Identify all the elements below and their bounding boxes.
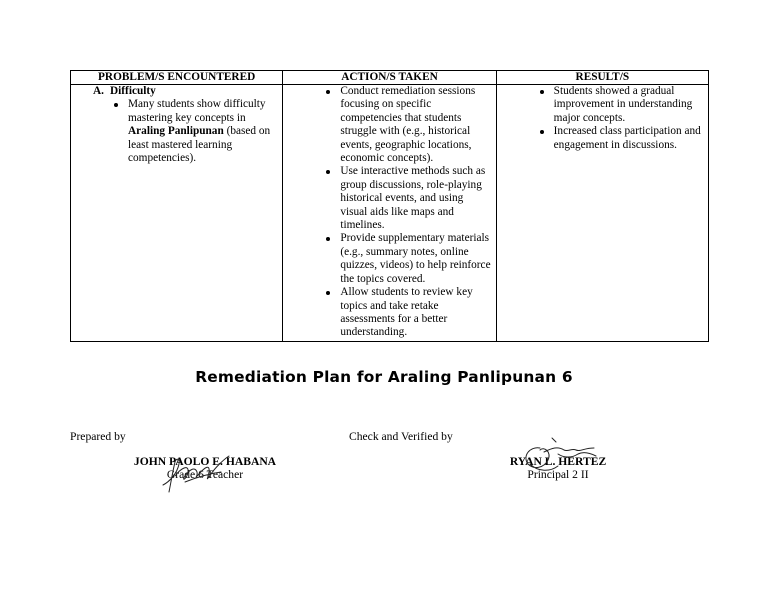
prepared-by-label: Prepared by bbox=[70, 430, 126, 443]
list-item: Provide supplementary materials (e.g., summary notes, online quizzes, videos) to help reinforce the topics covered. bbox=[340, 232, 491, 285]
verified-by-label: Check and Verified by bbox=[349, 430, 453, 443]
list-item: Increased class participation and engagement in discussions. bbox=[554, 125, 708, 152]
header-results: RESULT/S bbox=[496, 71, 708, 85]
problem-text-before: Many students show difficulty mastering key concepts in bbox=[128, 98, 266, 124]
actions-list bbox=[340, 85, 491, 340]
problem-heading-text: Difficulty bbox=[110, 85, 156, 97]
results-cell bbox=[496, 85, 708, 342]
preparer-role: Grade 6 Teacher bbox=[166, 468, 244, 481]
remediation-table bbox=[70, 70, 709, 342]
problem-list bbox=[128, 98, 282, 165]
problem-text-after: (based on least mastered learning competencies). bbox=[128, 125, 271, 165]
header-actions: ACTION/S TAKEN bbox=[283, 71, 496, 85]
list-item: Conduct remediation sessions focusing on specific competencies that students struggle with (e.g., historical events, geographic locations, economic concepts). bbox=[340, 85, 491, 165]
verifier-signature-icon bbox=[518, 434, 602, 476]
list-item bbox=[128, 98, 282, 165]
list-item: Allow students to review key topics and take retake assessments for a better understanding. bbox=[340, 286, 491, 340]
table-header-row bbox=[71, 71, 709, 85]
problem-letter: A. bbox=[93, 85, 104, 97]
verifier-role: Principal 2 II bbox=[527, 468, 589, 481]
problem-subject: Araling Panlipunan bbox=[128, 125, 224, 138]
results-list bbox=[554, 85, 708, 152]
actions-cell bbox=[283, 85, 496, 342]
verifier-name: RYAN L. HERTEZ bbox=[509, 455, 607, 468]
table-row bbox=[71, 85, 709, 342]
list-item: Use interactive methods such as group discussions, role-playing historical events, and using visual aids like maps and timelines. bbox=[340, 165, 491, 232]
preparer-signature-icon bbox=[155, 452, 235, 496]
header-problems: PROBLEM/S ENCOUNTERED bbox=[71, 71, 283, 85]
problem-heading bbox=[71, 85, 282, 98]
preparer-name: JOHN PAOLO E. HABANA bbox=[133, 455, 277, 468]
problems-cell bbox=[71, 85, 283, 342]
page-title: Remediation Plan for Araling Panlipunan 6 bbox=[195, 368, 573, 386]
list-item: Students showed a gradual improvement in understanding major concepts. bbox=[554, 85, 708, 125]
